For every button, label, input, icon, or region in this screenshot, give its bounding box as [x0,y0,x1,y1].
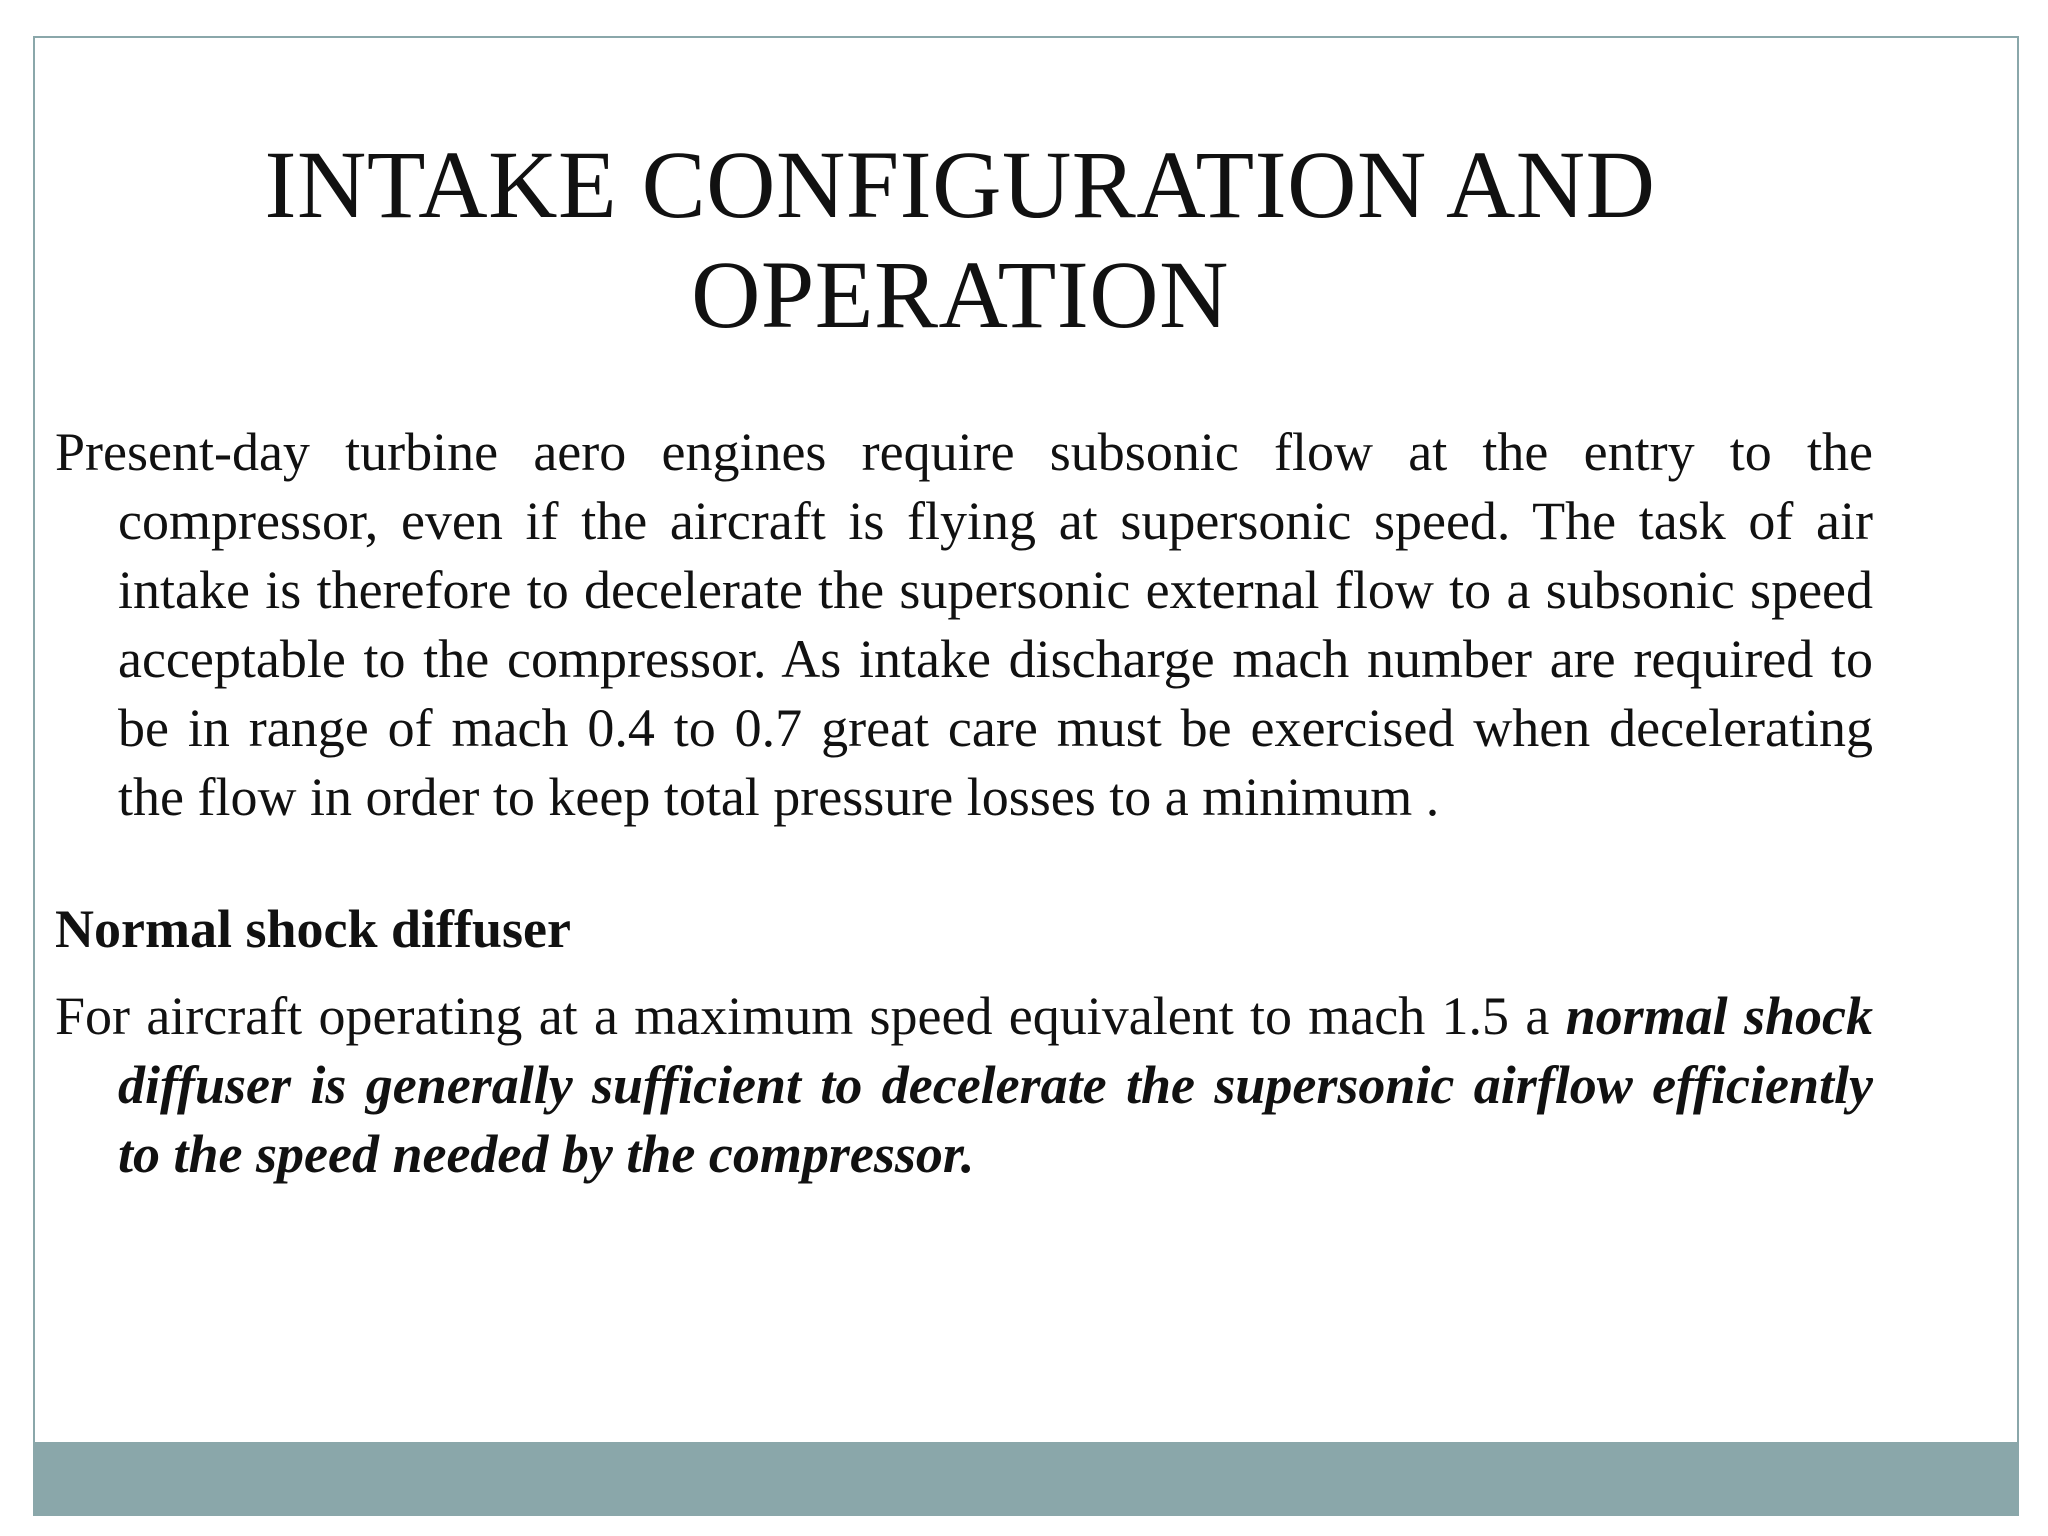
diffuser-paragraph-emphasis: normal shock diffuser is generally sufficient to decelerate the supersonic airflow efficiently to the speed needed by the compressor. [118,986,1873,1184]
slide-frame [33,36,2019,1516]
diffuser-paragraph [55,982,1873,1189]
slide-title [235,130,1685,350]
intro-paragraph: Present-day turbine aero engines require subsonic flow at the entry to the compressor, even if the aircraft is flying at supersonic speed. The task of air intake is therefore to decelerate the supersonic external flow to a subsonic speed acceptable to the compressor. As intake discharge mach number are required to be in range of mach 0.4 to 0.7 great care must be exercised when decelerating the flow in order to keep total pressure losses to a minimum . [55,422,1873,827]
footer-band [35,1442,2017,1514]
slide-body [55,418,1873,1189]
slide-title-line2: OPERATION [691,241,1229,348]
slide-title-line1: INTAKE CONFIGURATION AND [264,131,1656,238]
diffuser-paragraph-plain: For aircraft operating at a maximum speed equivalent to mach 1.5 a [55,986,1566,1046]
section-heading: Normal shock diffuser [55,899,571,959]
